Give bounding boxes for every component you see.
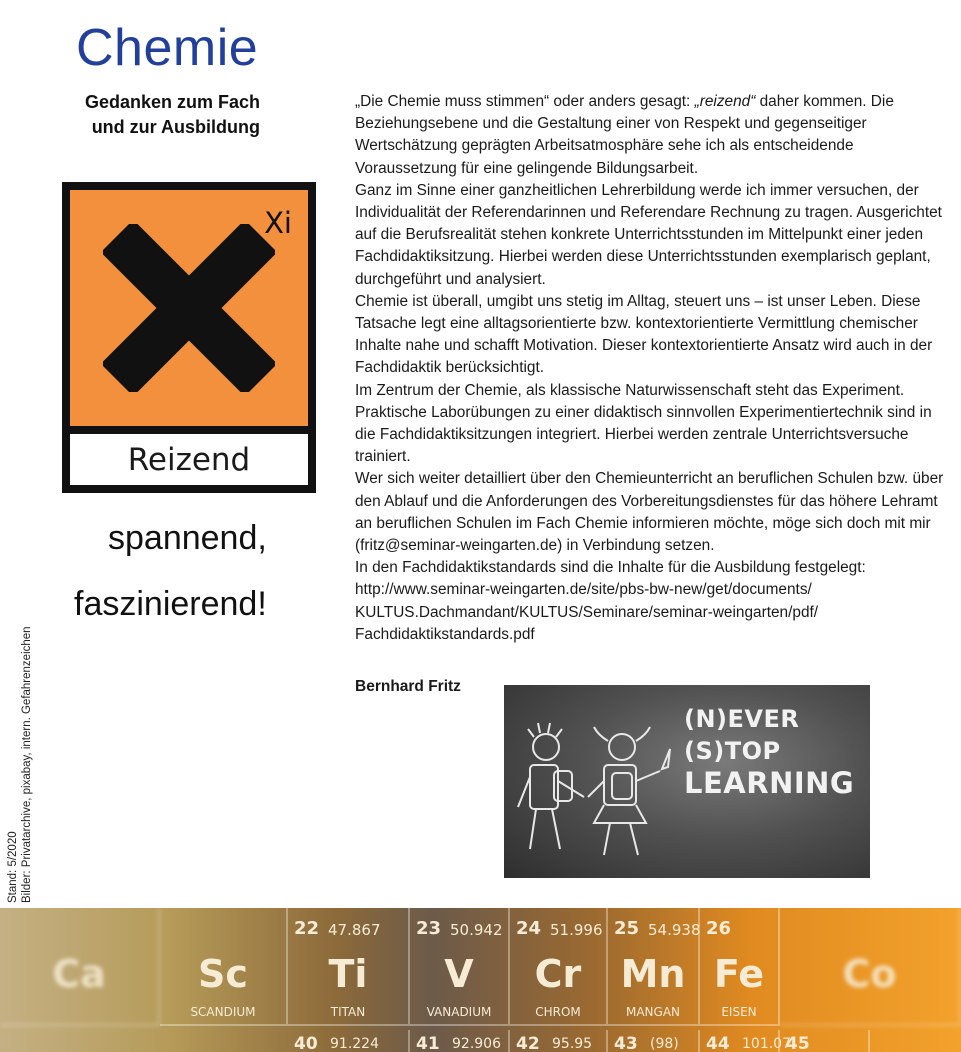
element-num: 43 xyxy=(614,1034,638,1052)
element-sym: Ti xyxy=(328,952,368,996)
element-cell-row2 xyxy=(510,1030,608,1052)
slogan-line-2: LEARNING xyxy=(684,766,855,800)
paragraph-5: Wer sich weiter detailliert über den Chemieunterricht an beruflichen Schulen bzw. über den Ablauf und die Anforderungen des Vorbereitungsdienstes für das höhere Lehramt an beruflichen Schulen im Fach Chemie informieren möchte, möge sich doch mit mir (fritz@seminar-weingarten.de) in Verbindung setzen. xyxy=(355,470,944,555)
element-mass: 92.906 xyxy=(452,1036,501,1052)
paragraph-6: In den Fachdidaktikstandards sind die Inhalte für die Ausbildung festgelegt: xyxy=(355,559,866,577)
element-sym: Sc xyxy=(198,952,248,996)
element-mass: 54.938 xyxy=(648,921,701,939)
url-line-1[interactable]: http://www.seminar-weingarten.de/site/pbs-bw-new/get/documents/ xyxy=(355,581,812,599)
element-cell-row2 xyxy=(700,1030,791,1052)
chalkboard-slogan xyxy=(684,703,870,799)
element-mass: 91.224 xyxy=(330,1036,379,1052)
element-cell xyxy=(288,908,410,1026)
element-num: 44 xyxy=(706,1034,730,1052)
cross-icon xyxy=(103,224,275,392)
element-cell-row2 xyxy=(608,1030,700,1052)
subtitle-line-1: Gedanken zum Fach xyxy=(84,92,260,112)
sidebar-note-date: Stand: 5/2020 xyxy=(7,831,19,903)
element-sym: V xyxy=(444,952,474,996)
subtitle-line-2: und zur Ausbildung xyxy=(91,117,260,137)
paragraph-1-end: daher kommen. Die Beziehungsebene und die Gestaltung einer von Respekt und gegenseitiger Wertschätzung geprägten Arbeitsatmosphäre sehe ich als entscheidende Voraussetzung für eine gelingende Bildungsarbeit. xyxy=(355,93,894,177)
element-nm: SCANDIUM xyxy=(190,1005,256,1019)
element-cell xyxy=(780,908,961,1026)
paragraph-2: Ganz im Sinne einer ganzheitlichen Lehrerbildung werde ich immer versuchen, der Individualität der Referendarinnen und Referendare Rechnung zu tragen. Ausgerichtet auf die Berufsrealität stehen konkrete Unterrichtsstunden im Mittelpunkt einer jeden Fachdidaktiksitzung. Hierbei werden diese Unterrichtsstunden exemplarisch geplant, durchgeführt und analysiert. xyxy=(355,181,942,288)
sidebar-note-credits: Bilder: Privatarchive, pixabay, intern. Gefahrenzeichen xyxy=(21,626,33,903)
element-mass: 47.867 xyxy=(328,921,381,939)
element-cell xyxy=(410,908,510,1026)
paragraph-1-start: „Die Chemie muss stimmen“ oder anders gesagt: xyxy=(355,93,695,110)
element-nm: CHROM xyxy=(535,1005,581,1019)
element-mass: 50.942 xyxy=(450,921,503,939)
element-nm: MANGAN xyxy=(625,1005,681,1019)
paragraph-1 xyxy=(355,91,945,180)
element-mass: 51.996 xyxy=(550,921,603,939)
element-num: 25 xyxy=(614,918,640,939)
sidebar-note xyxy=(6,626,34,903)
tagline-line-2: faszinierend! xyxy=(74,585,267,623)
element-mass: 95.95 xyxy=(552,1036,593,1052)
author-name: Bernhard Fritz xyxy=(355,678,461,695)
element-num: 40 xyxy=(294,1034,318,1052)
element-num: 23 xyxy=(416,918,442,939)
element-sym: Co xyxy=(842,952,897,996)
periodic-table-banner xyxy=(0,908,961,1052)
element-cell xyxy=(700,908,780,1026)
slogan-line-1: (N)EVER (S)TOP xyxy=(684,705,800,765)
page-subtitle xyxy=(60,90,260,140)
element-sym: Fe xyxy=(713,952,765,996)
element-cell-row2 xyxy=(288,1030,410,1052)
paragraph-4: Im Zentrum der Chemie, als klassische Naturwissenschaft steht das Experiment. Praktische Laborübungen zu einer didaktisch sinnvollen Experimentiertechnik sind in die Fachdidaktiksitzungen integriert. Hierbei werden zentrale Unterrichtsversuche trainiert. xyxy=(355,381,932,466)
element-mass: 101.07 xyxy=(742,1036,791,1052)
element-sym: Cr xyxy=(534,952,582,996)
element-num: 42 xyxy=(516,1034,540,1052)
element-cell-row2 xyxy=(410,1030,510,1052)
paragraph-1-emphasis: „reizend“ xyxy=(694,93,756,110)
url-line-2[interactable]: KULTUS.Dachmandant/KULTUS/Seminare/seminar-weingarten/pdf/ xyxy=(355,603,819,621)
element-nm: EISEN xyxy=(721,1005,757,1019)
paragraph-3: Chemie ist überall, umgibt uns stetig im Alltag, steuert uns – ist unser Leben. Diese Tatsache legt eine alltagsorientierte bzw. kontextorientierte Vermittlung chemischer Inhalte nahe und schafft Motivation. Dieser kontextorientierte Ansatz wird auch in der Fachdidaktik berücksichtigt. xyxy=(355,292,933,377)
element-nm: TITAN xyxy=(330,1005,366,1019)
hazard-code: Xi xyxy=(264,206,292,240)
element-num: 24 xyxy=(516,918,542,939)
element-cell-row2 xyxy=(780,1030,870,1052)
hazard-sign xyxy=(62,182,316,493)
element-mass: (98) xyxy=(650,1036,679,1052)
element-sym: Ca xyxy=(52,952,106,996)
element-cell xyxy=(0,908,160,1026)
element-num: 22 xyxy=(294,918,320,939)
element-num: 45 xyxy=(786,1034,810,1052)
element-num: 41 xyxy=(416,1034,440,1052)
url-line-3[interactable]: Fachdidaktikstandards.pdf xyxy=(355,625,535,643)
hazard-sign-field xyxy=(70,190,308,426)
chalkboard-image xyxy=(504,685,870,878)
element-sym: Mn xyxy=(620,952,686,996)
element-cell xyxy=(510,908,608,1026)
page-title: Chemie xyxy=(76,19,259,77)
tagline-line-1: spannend, xyxy=(108,519,267,557)
hazard-label: Reizend xyxy=(70,434,308,485)
element-cell xyxy=(160,908,288,1026)
body-text xyxy=(355,91,945,646)
element-cell xyxy=(608,908,700,1026)
element-nm: VANADIUM xyxy=(426,1005,492,1019)
element-num: 26 xyxy=(706,918,732,939)
